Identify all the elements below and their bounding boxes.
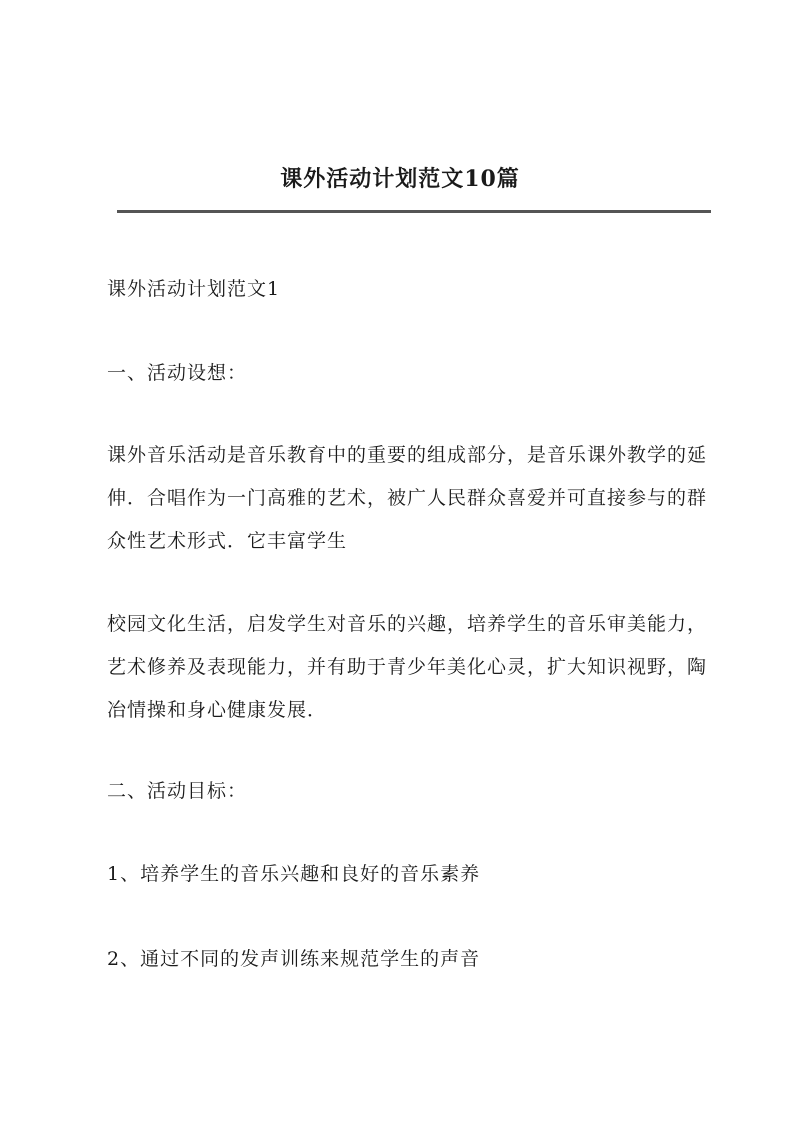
goal-item-2: 2、通过不同的发声训练来规范学生的声音 bbox=[107, 948, 481, 970]
paragraph-intro: 课外音乐活动是音乐教育中的重要的组成部分，是音乐课外教学的延伸．合唱作为一门高雅的艺术，被广人民群众喜爱并可直接参与的群众性艺术形式．它丰富学生 bbox=[107, 444, 708, 552]
title-divider bbox=[117, 210, 711, 213]
document-subtitle: 课外活动计划范文1 bbox=[107, 278, 281, 300]
paragraph-benefits: 校园文化生活，启发学生对音乐的兴趣，培养学生的音乐审美能力，艺术修养及表现能力，并有助于青少年美化心灵，扩大知识视野，陶冶情操和身心健康发展． bbox=[107, 613, 708, 721]
section-heading-activity-idea: 一、活动设想： bbox=[107, 362, 248, 384]
page-title: 课外活动计划范文10篇 bbox=[280, 166, 520, 192]
goal-item-1: 1、培养学生的音乐兴趣和良好的音乐素养 bbox=[107, 863, 481, 885]
section-heading-activity-goals: 二、活动目标： bbox=[107, 780, 248, 802]
